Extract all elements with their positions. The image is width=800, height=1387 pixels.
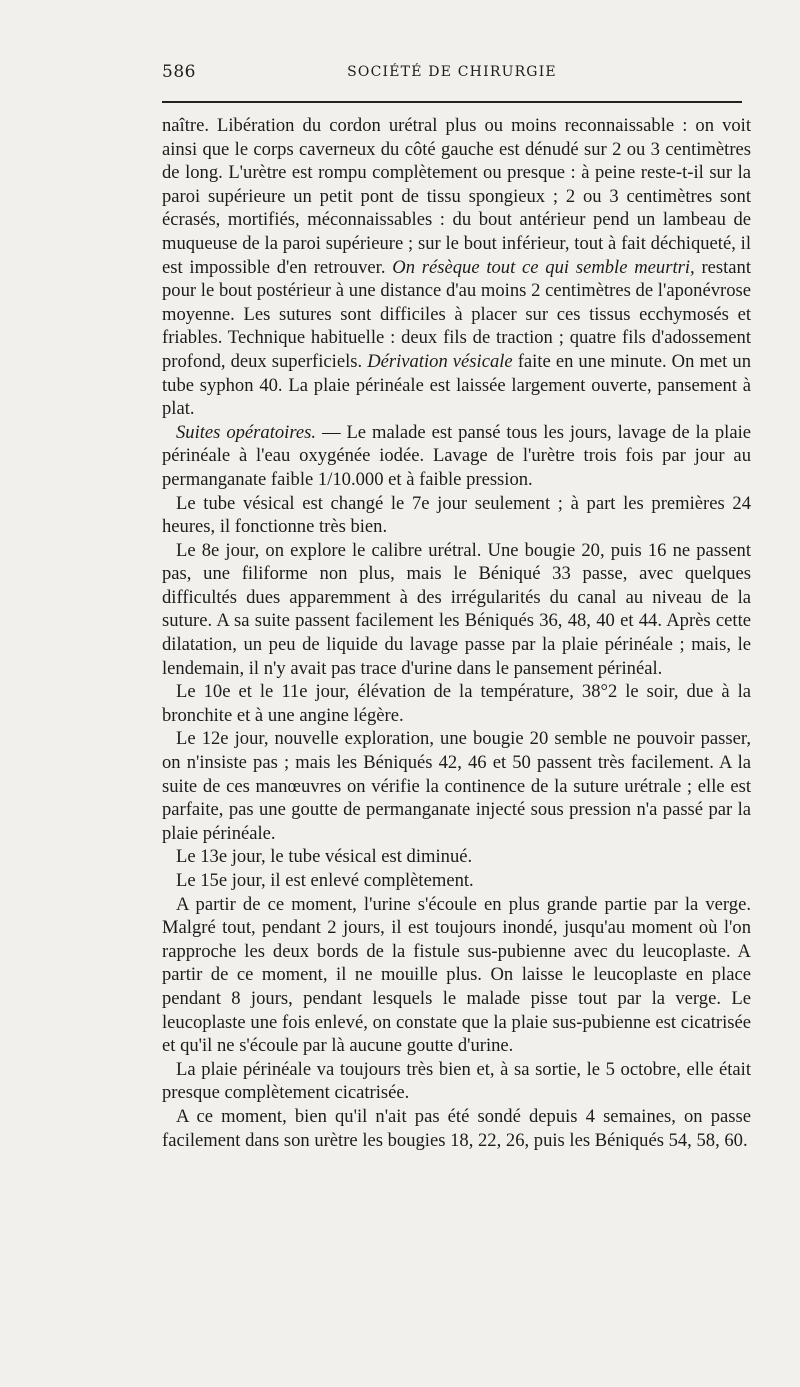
paragraph-suites-operatoires: Suites opératoires. — Le malade est pansé tous les jours, lavage de la plaie périnéale à l'eau oxygénée iodée. Lavage de l'urètre trois fois par jour au permanganate faible 1/10.000 et à faible pression. — [162, 421, 751, 490]
paragraph: La plaie périnéale va toujours très bien et, à sa sortie, le 5 octobre, elle était presque complètement cicatrisée. — [162, 1058, 751, 1104]
paragraph: A ce moment, bien qu'il n'ait pas été sondé depuis 4 semaines, on passe facilement dans son urètre les bougies 18, 22, 26, puis les Béniqués 54, 58, 60. — [162, 1105, 751, 1151]
paragraph: Le 15e jour, il est enlevé complètement. — [176, 870, 474, 891]
paragraph: Le 8e jour, on explore le calibre urétral. Une bougie 20, puis 16 ne passent pas, une filiforme non plus, mais le Béniqué 33 passe, avec quelques difficultés dues apparemment à des irrégularités du canal au niveau de la suture. A sa suite passent facilement les Béniqués 36, 48, 40 et 44. Après cette dilatation, un peu de liquide du lavage passe par la plaie périnéale ; mais, le lendemain, il n'y avait pas trace d'urine dans le pansement périnéal. — [162, 539, 751, 679]
page-number: 586 — [162, 62, 196, 82]
page-header — [162, 62, 742, 90]
paragraph: Le 12e jour, nouvelle exploration, une bougie 20 semble ne pouvoir passer, on n'insiste pas ; mais les Béniqués 42, 46 et 50 passent très facilement. A la suite de ces manœuvres on vérifie la continence de la suture urétrale ; elle est parfaite, pas une goutte de permanganate injecté sous pression n'a passé par la plaie périnéale. — [162, 728, 751, 844]
paragraph: Le 13e jour, le tube vésical est diminué. — [176, 846, 473, 868]
paragraph: Le 10e et le 11e jour, élévation de la température, 38°2 le soir, due à la bronchite et à une angine légère. — [162, 681, 751, 726]
header-rule — [162, 101, 742, 103]
running-title: SOCIÉTÉ DE CHIRURGIE — [347, 64, 557, 80]
paragraph-operation-continued: naître. Libération du cordon urétral plus ou moins reconnaissable : on voit ainsi que le corps caverneux du côté gauche est dénudé sur 2 ou 3 centimètres de long. L'urètre est rompu complètement ou presque : à peine reste-t-il sur la paroi supérieure un petit pont de tissu spongieux ; 2 ou 3 centimètres sont écrasés, mortifiés, méconnaissables : du bout antérieur pend un lambeau de muqueuse de la paroi supérieure ; sur le bout inférieur, tout à fait déchiqueté, il est impossible d'en retrouver. On résèque tout ce qui semble meurtri, restant pour le bout postérieur à une distance d'au moins 2 centimètres de l'aponévrose moyenne. Les sutures sont difficiles à placer sur ces tissus ecchymosés et friables. Technique habituelle : deux fils de traction ; quatre fils d'adossement profond, deux superficiels. Dérivation vésicale faite en une minute. On met un tube syphon 40. La plaie périnéale est laissée largement ouverte, pansement à plat. — [162, 115, 752, 420]
paragraph: Le tube vésical est changé le 7e jour seulement ; à part les premières 24 heures, il fonctionne très bien. — [162, 492, 751, 538]
paragraph: A partir de ce moment, l'urine s'écoule en plus grande partie par la verge. Malgré tout, pendant 2 jours, il est toujours inondé, jusqu'au moment où l'on rapproche les deux bords de la fistule sus-pubienne avec du leucoplaste. A partir de ce moment, il ne mouille plus. On laisse le leucoplaste en place pendant 8 jours, pendant lesquels le malade pisse tout par la verge. Le leucoplaste une fois enlevé, on constate que la plaie sus-pubienne est cicatrisée et qu'il ne s'écoule par là aucune goutte d'urine. — [162, 893, 751, 1057]
body-text — [162, 114, 751, 1152]
